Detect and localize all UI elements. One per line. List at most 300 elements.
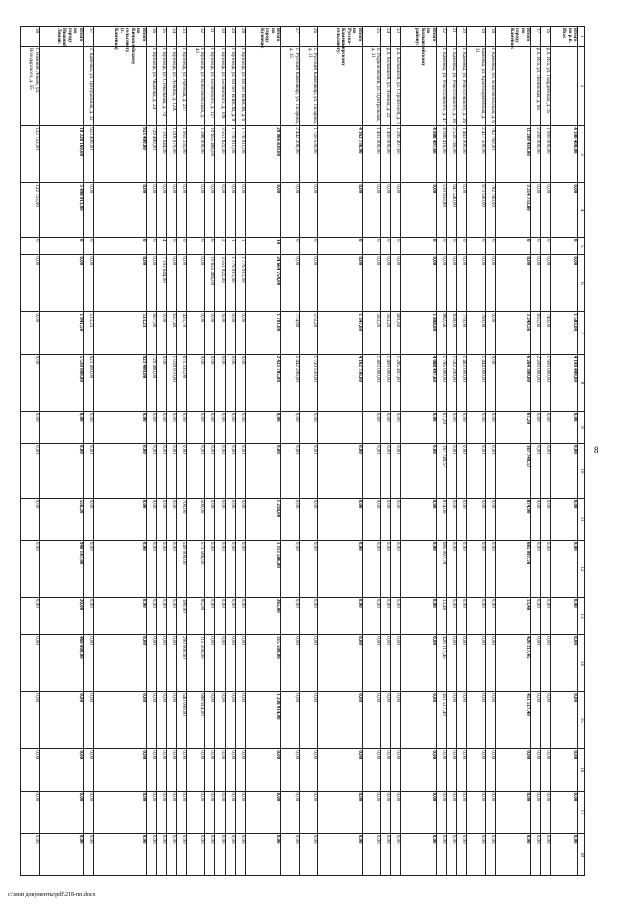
table-cell: 0,00 [235, 444, 245, 499]
table-cell: г. Кузнецк, ул. 60 лет ВЛКСМ, д. 6 [235, 46, 245, 125]
table-cell: 0,00 [362, 597, 381, 634]
table-cell: 0,00 [225, 540, 235, 597]
column-header: 7 [578, 312, 585, 354]
table-cell [401, 46, 437, 125]
table-cell: 0,00 [146, 255, 156, 312]
table-cell: Итого по Русско-Камешкирскому сельсовету: [318, 27, 362, 47]
table-cell: 1 400 000,00 [381, 354, 391, 411]
table-cell: 874,00 [436, 498, 446, 540]
table-cell: 882,56 [436, 312, 446, 354]
table-cell: 0,00 [166, 255, 176, 312]
table-cell: 0,00 [215, 444, 225, 499]
table-cell: 0,00 [401, 635, 437, 692]
table-cell: 0,00 [21, 692, 40, 749]
table-cell: 2 539 740,00 [446, 126, 456, 183]
table-cell: 0,00 [485, 597, 495, 634]
table-cell: 0,00 [381, 692, 391, 749]
table-cell: 774,80 [281, 312, 300, 354]
table-cell: 0,00 [225, 411, 235, 443]
table-cell: 0,00 [215, 597, 225, 634]
table-cell: 0,00 [225, 635, 235, 692]
table-cell: 0 [186, 238, 205, 255]
table-cell: 0,00 [205, 635, 215, 692]
table-row [381, 27, 391, 876]
table-cell: 0,00 [401, 692, 437, 749]
table-cell: 3 249,56 [495, 312, 531, 354]
table-cell: 0,00 [21, 635, 40, 692]
table-cell: 1 463 000,00 [456, 354, 466, 411]
table-cell: 0,00 [467, 255, 486, 312]
table-cell: 0,00 [93, 540, 146, 597]
table-cell: 451 517,40 [436, 692, 446, 749]
table-cell: 0,00 [381, 635, 391, 692]
table-cell: 10 228 160,00 [39, 126, 83, 183]
table-cell: 0,00 [83, 635, 93, 692]
table-cell: 0,00 [551, 749, 578, 791]
table-cell: 0,00 [467, 444, 486, 499]
table-cell: 4 006 416,00 [436, 126, 446, 183]
table-cell: 0,00 [186, 791, 205, 833]
table-cell: 0 [362, 238, 381, 255]
table-cell: 0,00 [83, 833, 93, 875]
table-cell: 3 498 013,00 [39, 183, 83, 238]
table-cell: 923 400,00 [93, 354, 146, 411]
table-cell: 0,00 [381, 444, 391, 499]
table-row [456, 27, 466, 876]
table-cell: 0,00 [362, 498, 381, 540]
table-cell: 0,00 [281, 692, 300, 749]
table-cell: 0,00 [245, 183, 281, 238]
table-cell: 0,00 [146, 597, 156, 634]
table-cell: 0,00 [456, 692, 466, 749]
table-cell: 0,00 [215, 183, 225, 238]
subtotal-row [93, 27, 146, 876]
table-cell: 0,00 [39, 833, 83, 875]
table-cell: 0,00 [401, 183, 437, 238]
table-cell: 0,00 [93, 411, 146, 443]
table-cell: 0,00 [146, 183, 156, 238]
table-cell: 0,00 [225, 354, 235, 411]
table-cell: 0,00 [531, 833, 541, 875]
table-cell: 0 [381, 238, 391, 255]
table-cell: 0,00 [205, 444, 215, 499]
table-cell: 0,00 [245, 444, 281, 499]
table-cell: 0,00 [362, 540, 381, 597]
table-cell: 0,00 [485, 749, 495, 791]
table-cell: 6 264 300,00 [495, 354, 531, 411]
column-header: 8 [578, 354, 585, 411]
table-cell: 1 [235, 238, 245, 255]
table-cell: 0,00 [299, 540, 318, 597]
table-cell: 1 720 530,00 [299, 126, 318, 183]
table-cell: 0,00 [531, 498, 541, 540]
table-cell: 0,00 [531, 791, 541, 833]
table-cell: 0,00 [467, 791, 486, 833]
table-cell: 0,00 [362, 635, 381, 692]
table-body [21, 27, 579, 876]
table-row [186, 27, 205, 876]
table-cell: 0,00 [318, 444, 362, 499]
table-cell: 0,00 [531, 749, 541, 791]
table-cell: 0,00 [485, 354, 495, 411]
table-cell: 0,00 [83, 411, 93, 443]
table-cell: 0,00 [541, 749, 551, 791]
table-cell: 0,00 [446, 635, 456, 692]
table-cell: 0,00 [541, 255, 551, 312]
table-cell: 18 [485, 27, 495, 47]
table-cell: г. Кузнецк, ул. Чкалова, д. 24 [146, 46, 156, 125]
table-cell: Каменка, ул. Красноармейская, д. 31 [467, 46, 486, 125]
table-cell: 1 285 497,60 [391, 126, 401, 183]
table-cell: 0,00 [281, 411, 300, 443]
table-cell [39, 46, 83, 125]
table-cell: 0,00 [551, 635, 578, 692]
table-cell: 0,00 [551, 498, 578, 540]
table-cell: 0,00 [83, 597, 93, 634]
table-cell: 29 966 839,00 [245, 126, 281, 183]
table-cell: 0,00 [551, 791, 578, 833]
table-cell: 0,00 [21, 444, 40, 499]
table-cell: 0,00 [215, 749, 225, 791]
table-cell: 0 [391, 238, 401, 255]
table-cell: 0,00 [467, 411, 486, 443]
table-cell [495, 46, 531, 125]
table-cell: 0,00 [467, 692, 486, 749]
table-cell: 0 [531, 238, 541, 255]
table-cell: 0 [83, 238, 93, 255]
table-cell: 27 [281, 27, 300, 47]
subtotal-row [495, 27, 531, 876]
table-cell: г. Каменка, ул. Рокоссовского, д. 36 [446, 46, 456, 125]
table-cell: 0,00 [446, 749, 456, 791]
table-cell: 0,00 [551, 444, 578, 499]
table-cell: 0,00 [467, 749, 486, 791]
table-cell: 13,40 [436, 597, 446, 634]
table-cell: 0,00 [381, 597, 391, 634]
table-cell: 0,00 [467, 833, 486, 875]
table-cell: 20,00 [39, 597, 83, 634]
table-cell: 1 808,00 [401, 312, 437, 354]
column-header: 17 [578, 791, 585, 833]
table-cell: 1 238 914,00 [245, 692, 281, 749]
table-cell: 0,00 [299, 635, 318, 692]
table-cell: 1 583,00 [551, 312, 578, 354]
table-row [299, 27, 318, 876]
table-cell: 0 [166, 238, 176, 255]
table-cell: 0,00 [456, 597, 466, 634]
table-cell: 0,00 [299, 749, 318, 791]
table-cell: 0,00 [381, 255, 391, 312]
table-cell: 7 103 644,00 [156, 255, 166, 312]
table-cell: 0,00 [156, 183, 166, 238]
column-header: 18 [578, 833, 585, 875]
table-row [205, 27, 215, 876]
table-cell: 0,00 [146, 791, 156, 833]
table-cell: 0,00 [215, 540, 225, 597]
table-cell: 0,00 [83, 692, 93, 749]
table-cell: 33 [176, 27, 186, 47]
table-cell: 0,00 [281, 635, 300, 692]
table-cell: 13,40 [495, 597, 531, 634]
column-header: 12 [578, 540, 585, 597]
table-cell: 0,00 [166, 749, 176, 791]
table-cell: 0,00 [318, 635, 362, 692]
table-cell: 435,70 [176, 312, 186, 354]
table-cell: 0,00 [225, 749, 235, 791]
table-cell: 0,00 [93, 183, 146, 238]
column-header: 15 [578, 692, 585, 749]
table-cell: 0,00 [531, 411, 541, 443]
table-cell: 770,00 [456, 312, 466, 354]
table-cell: 0,00 [245, 833, 281, 875]
table-cell: 973 500,00 [467, 183, 486, 238]
table-cell: г. Каменка, пл. Комсомольская, д. 6 [485, 46, 495, 125]
table-cell: 0,00 [381, 833, 391, 875]
table-cell: 0,00 [485, 540, 495, 597]
table-cell: 10 655 466,00 [205, 255, 215, 312]
table-cell: 0,00 [146, 444, 156, 499]
table-cell: 0,00 [186, 354, 205, 411]
table-cell: 0 [436, 238, 446, 255]
table-row [281, 27, 300, 876]
table-cell: 0,00 [495, 833, 531, 875]
table-cell: 1 592 200,00 [446, 354, 456, 411]
table-cell: Итого по Кичкилейскому сельсовету (с. Каменка) [93, 27, 146, 47]
table-cell: 500,00 [186, 498, 205, 540]
table-cell: 2 423 785,00 [245, 354, 281, 411]
table-cell: 0,00 [235, 312, 245, 354]
table-cell: 0,00 [551, 183, 578, 238]
table-cell: 0,00 [166, 540, 176, 597]
table-cell: 180,00 [176, 597, 186, 634]
table-cell: 0,00 [215, 498, 225, 540]
table-cell: 4 100 400,00 [551, 354, 578, 411]
table-cell: 0,00 [446, 833, 456, 875]
table-cell: 0,00 [531, 635, 541, 692]
table-cell: 0,00 [21, 354, 40, 411]
table-cell: 1 018 970,00 [166, 126, 176, 183]
table-cell: 2 [215, 238, 225, 255]
table-cell: 1 720 530,00 [299, 354, 318, 411]
table-row [166, 27, 176, 876]
table-cell: г. Кузнецк, ул. Рабочая, д. 237 [176, 46, 186, 125]
table-cell: 20 [456, 27, 466, 47]
table-cell: 0,00 [281, 255, 300, 312]
table-cell: 19 [467, 27, 486, 47]
table-cell: 0,00 [391, 255, 401, 312]
table-cell: 0,00 [186, 312, 205, 354]
table-cell: 3 214 733,80 [495, 183, 531, 238]
table-cell: 0,00 [245, 791, 281, 833]
table-cell: 0,00 [401, 411, 437, 443]
table-cell: 0,00 [485, 635, 495, 692]
table-cell: 1 955 335,00 [176, 126, 186, 183]
table-cell: Итого по городу Кузнецк: [245, 27, 281, 47]
table-cell: 0,00 [215, 354, 225, 411]
rotated-table-container [20, 26, 585, 876]
table-cell: Итого по р.п. Иса: [551, 27, 578, 47]
table-cell: 0,00 [456, 749, 466, 791]
table-row [215, 27, 225, 876]
table-cell: 0,00 [83, 749, 93, 791]
table-cell: 315 500,00 [245, 635, 281, 692]
table-cell: 0,00 [166, 444, 176, 499]
table-cell: 923 400,00 [83, 126, 93, 183]
table-cell: 0,00 [205, 411, 215, 443]
table-cell: 0,00 [205, 183, 215, 238]
table-cell: 0 [146, 238, 156, 255]
table-cell: 0,00 [401, 791, 437, 833]
table-cell: 0,00 [186, 255, 205, 312]
table-cell: 0,00 [541, 692, 551, 749]
table-row [436, 27, 446, 876]
table-cell: 1 776 911,00 [235, 126, 245, 183]
table-cell: 0,00 [391, 749, 401, 791]
table-cell: 0,00 [299, 183, 318, 238]
table-cell: 0,00 [156, 833, 166, 875]
table-cell: 0,00 [166, 635, 176, 692]
subtotal-row [39, 27, 83, 876]
table-cell: 1 463 000,00 [456, 126, 466, 183]
table-cell: 0,00 [381, 498, 391, 540]
table-cell: 940 147,00 [39, 540, 83, 597]
table-cell: 2 442 206,00 [281, 126, 300, 183]
table-cell: 16 [541, 27, 551, 47]
table-cell: 0,00 [21, 498, 40, 540]
table-cell: 0 [318, 238, 362, 255]
table-row [485, 27, 495, 876]
table-cell: 0,00 [381, 791, 391, 833]
table-cell: 0,00 [456, 635, 466, 692]
table-cell: 0,00 [146, 749, 156, 791]
table-cell: 0,00 [281, 833, 300, 875]
table-cell: 7 103 644,00 [156, 126, 166, 183]
table-cell: р.п. Колышлей, ул. Строителей, д. 1 [391, 46, 401, 125]
table-cell: 0,00 [93, 791, 146, 833]
table-row [235, 27, 245, 876]
table-cell: 0 [446, 238, 456, 255]
table-cell: г. Кузнецк, ул. Белинского, д. 127 [205, 46, 215, 125]
table-cell: г. Нижний Ломов, ул. Володарского, д. 55 [21, 46, 40, 125]
table-cell: 4 088 497,60 [401, 354, 437, 411]
table-cell: 0,00 [401, 540, 437, 597]
table-row [156, 27, 166, 876]
table-cell: 0,00 [401, 255, 437, 312]
table-cell: 0,00 [83, 444, 93, 499]
table-cell: 0,00 [186, 444, 205, 499]
table-cell: 0,00 [146, 635, 156, 692]
table-cell: 426 117,45 [495, 635, 531, 692]
table-cell: 4 162 736,00 [318, 126, 362, 183]
column-header: 14 [578, 635, 585, 692]
table-cell: 0,00 [93, 255, 146, 312]
table-cell: 21 [446, 27, 456, 47]
table-cell: р.п. Иса, ул. Гвардейская, д. 35 [541, 46, 551, 125]
table-cell: 510 933,80 [436, 183, 446, 238]
table-cell: 607,90 [146, 312, 156, 354]
table-cell: 0,00 [299, 597, 318, 634]
table-cell: 923 400,00 [83, 354, 93, 411]
table-cell: 0,00 [485, 791, 495, 833]
table-row [225, 27, 235, 876]
table-cell: 167 749,57 [436, 444, 446, 499]
table-cell: 0,00 [235, 354, 245, 411]
table-cell: 0,00 [205, 692, 215, 749]
table-cell: 0,00 [551, 833, 578, 875]
table-cell: 0,00 [21, 833, 40, 875]
table-cell: 1 400 000,00 [381, 126, 391, 183]
table-cell: 0,00 [456, 833, 466, 875]
table-cell: г. Каменка, ул. Рокоссовского, д. 26 [456, 46, 466, 125]
table-cell: 0,00 [446, 791, 456, 833]
table-cell: 0,00 [281, 791, 300, 833]
table-cell: 4 [156, 238, 166, 255]
table-cell: 0,00 [362, 692, 381, 749]
table-cell: 0,00 [205, 791, 215, 833]
table-cell: с. Русский Камешкир, ул. Гагарина, д. 11 [299, 46, 318, 125]
table-cell: 0,00 [485, 498, 495, 540]
table-cell: 0,00 [391, 540, 401, 597]
table-cell: 0,00 [205, 312, 215, 354]
table-cell: 0,00 [391, 444, 401, 499]
table-cell: 1 900 000,00 [541, 354, 551, 411]
table-cell: 0,00 [205, 498, 215, 540]
table-cell: 685 097,78 [495, 540, 531, 597]
table-cell: г. Кузнецк, ул. Стекольная, д. 74 [156, 46, 166, 125]
table-cell: 265,00 [245, 597, 281, 634]
table-cell: 0,00 [205, 540, 215, 597]
table-cell: 0,00 [146, 692, 156, 749]
table-cell: 681,60 [391, 312, 401, 354]
table-cell: 0,00 [299, 692, 318, 749]
table-row [21, 27, 40, 876]
table-cell: 0,00 [299, 498, 318, 540]
table-cell: 0,00 [456, 411, 466, 443]
table-cell: 0,00 [318, 833, 362, 875]
table-cell: 0,00 [446, 411, 456, 443]
table-row [541, 27, 551, 876]
table-cell: 3 551 822,00 [215, 255, 225, 312]
table-cell: 0,00 [485, 833, 495, 875]
table-cell: 10 655 466,00 [205, 126, 215, 183]
table-cell: 0,00 [495, 749, 531, 791]
table-cell: 0,00 [186, 833, 205, 875]
table-cell [245, 46, 281, 125]
table-cell: 740,00 [541, 312, 551, 354]
table-cell: 0,00 [281, 540, 300, 597]
table-cell: р.п. Колышлей, ул. Ленина, д. 22 [381, 46, 391, 125]
table-cell: 0,00 [156, 312, 166, 354]
table-cell: 782 760,00 [485, 126, 495, 183]
table-cell: 23 [391, 27, 401, 47]
table-cell: 0 [281, 238, 300, 255]
table-cell: 573 586,00 [186, 540, 205, 597]
table-cell: 30 [215, 27, 225, 47]
table-cell: 1 444 000,00 [467, 354, 486, 411]
table-cell [551, 46, 578, 125]
table-cell: п. Родионовский, ул. Центральная, д. 31 [362, 46, 381, 125]
table-cell: 0,00 [83, 183, 93, 238]
table-cell: 0,00 [318, 749, 362, 791]
table-cell: 0,00 [225, 692, 235, 749]
table-cell: 0,00 [21, 749, 40, 791]
table-cell: 0,00 [541, 791, 551, 833]
column-header: 16 [578, 749, 585, 791]
table-cell: 0,00 [551, 692, 578, 749]
table-cell: 835,00 [531, 312, 541, 354]
table-cell: Итого по Колышлейскому району: [401, 27, 437, 47]
table-cell: 4 088 497,60 [401, 126, 437, 183]
